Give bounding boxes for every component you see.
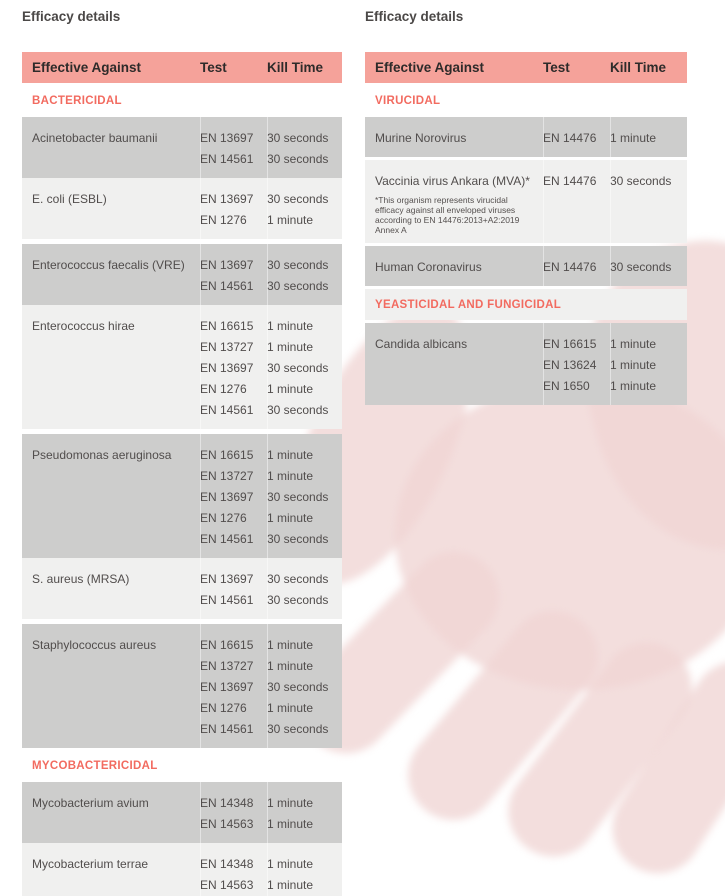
test-standard: EN 16615: [200, 319, 254, 333]
table-row: [22, 843, 342, 896]
organism-cell: [22, 255, 200, 297]
tests-cell: [200, 255, 342, 297]
test-line: [200, 276, 342, 297]
test-standard: EN 1276: [200, 213, 247, 227]
test-standard: EN 13727: [200, 469, 254, 483]
table-header-row: [22, 52, 342, 83]
test-line: [200, 698, 342, 719]
kill-time: 30 seconds: [267, 572, 329, 586]
kill-time: 30 seconds: [267, 403, 329, 417]
kill-time: 30 seconds: [267, 131, 329, 145]
kill-time: 30 seconds: [610, 260, 672, 274]
test-line: [200, 875, 342, 896]
table-row: [22, 782, 342, 843]
test-standard: EN 13697: [200, 192, 254, 206]
kill-time: 30 seconds: [267, 279, 329, 293]
organism-cell: [22, 189, 200, 231]
organism-cell: [365, 334, 543, 397]
tests-cell: [543, 334, 687, 397]
table-row: [22, 624, 342, 748]
table-title: Efficacy details: [365, 9, 464, 24]
test-line: [200, 569, 342, 590]
table-row: [365, 160, 687, 243]
test-standard: EN 14563: [200, 878, 254, 892]
test-standard: EN 13697: [200, 131, 254, 145]
table-row: [22, 434, 342, 558]
organism-cell: [365, 128, 543, 149]
organism-name: Vaccinia virus Ankara (MVA)*: [375, 174, 530, 188]
test-line: [200, 854, 342, 875]
test-standard: EN 14348: [200, 796, 254, 810]
tests-cell: [200, 128, 342, 170]
organism-cell: [22, 793, 200, 835]
test-standard: EN 13697: [200, 572, 254, 586]
test-line: [200, 529, 342, 550]
organism-cell: [22, 445, 200, 550]
test-line: [200, 508, 342, 529]
organism-cell: [365, 257, 543, 278]
organism-cell: [22, 316, 200, 421]
test-standard: EN 14561: [200, 403, 254, 417]
kill-time: 30 seconds: [267, 258, 329, 272]
section-label: BACTERICIDAL: [32, 95, 122, 107]
kill-time: 30 seconds: [267, 192, 329, 206]
organism-name: Mycobacterium terrae: [32, 857, 149, 871]
test-line: [200, 677, 342, 698]
test-line: [200, 128, 342, 149]
test-standard: EN 13727: [200, 659, 254, 673]
tests-cell: [543, 128, 687, 149]
organism-name: Candida albicans: [375, 337, 468, 351]
table-row: [22, 178, 342, 239]
test-line: [200, 358, 342, 379]
test-line: [200, 719, 342, 740]
kill-time: 1 minute: [267, 340, 314, 354]
test-line: [543, 171, 687, 192]
organism-cell: [365, 171, 543, 235]
test-line: [200, 149, 342, 170]
test-standard: EN 1276: [200, 701, 247, 715]
test-standard: EN 13697: [200, 258, 254, 272]
organism-name: Murine Norovirus: [375, 131, 467, 145]
kill-time: 1 minute: [267, 319, 314, 333]
kill-time: 30 seconds: [267, 361, 329, 375]
kill-time: 1 minute: [267, 796, 314, 810]
test-line: [200, 445, 342, 466]
test-line: [200, 793, 342, 814]
kill-time: 1 minute: [267, 469, 314, 483]
test-standard: EN 1276: [200, 511, 247, 525]
kill-time: 1 minute: [267, 382, 314, 396]
column-header-kill-time: Kill Time: [610, 60, 667, 75]
test-line: [200, 487, 342, 508]
kill-time: 30 seconds: [267, 722, 329, 736]
kill-time: 1 minute: [610, 131, 657, 145]
section-label: VIRUCIDAL: [375, 95, 441, 107]
organism-name: E. coli (ESBL): [32, 192, 107, 206]
test-line: [200, 814, 342, 835]
kill-time: 1 minute: [267, 817, 314, 831]
column-header-effective-against: Effective Against: [375, 60, 485, 75]
kill-time: 1 minute: [610, 379, 657, 393]
organism-cell: [22, 635, 200, 740]
test-line: [200, 400, 342, 421]
kill-time: 1 minute: [267, 857, 314, 871]
organism-name: S. aureus (MRSA): [32, 572, 130, 586]
organism-footnote: *This organism represents virucidal efficacy against all enveloped viruses according to EN 14476:2013+A2:2019 Annex A: [375, 195, 520, 235]
test-standard: EN 14476: [543, 174, 597, 188]
column-header-effective-against: Effective Against: [32, 60, 142, 75]
efficacy-table: [365, 9, 687, 896]
kill-time: 30 seconds: [267, 532, 329, 546]
organism-name: Enterococcus hirae: [32, 319, 135, 333]
tests-cell: [543, 257, 687, 278]
kill-time: 1 minute: [267, 213, 314, 227]
efficacy-table: [22, 9, 342, 896]
section-label: MYCOBACTERICIDAL: [32, 760, 158, 772]
test-standard: EN 14476: [543, 260, 597, 274]
tests-cell: [200, 854, 342, 896]
test-standard: EN 14561: [200, 532, 254, 546]
test-standard: EN 16615: [200, 638, 254, 652]
test-standard: EN 13624: [543, 358, 597, 372]
kill-time: 30 seconds: [267, 152, 329, 166]
test-line: [200, 466, 342, 487]
kill-time: 1 minute: [267, 638, 314, 652]
kill-time: 30 seconds: [267, 490, 329, 504]
tests-cell: [200, 793, 342, 835]
test-line: [200, 590, 342, 611]
test-line: [543, 334, 687, 355]
kill-time: 1 minute: [267, 511, 314, 525]
column-header-test: Test: [543, 60, 570, 75]
organism-name: Enterococcus faecalis (VRE): [32, 258, 185, 272]
test-line: [200, 316, 342, 337]
table-row: [365, 117, 687, 157]
test-line: [543, 376, 687, 397]
test-line: [200, 635, 342, 656]
kill-time: 1 minute: [267, 448, 314, 462]
organism-name: Mycobacterium avium: [32, 796, 149, 810]
test-line: [200, 255, 342, 276]
test-standard: EN 14476: [543, 131, 597, 145]
test-standard: EN 14348: [200, 857, 254, 871]
test-standard: EN 14561: [200, 279, 254, 293]
test-standard: EN 13727: [200, 340, 254, 354]
organism-cell: [22, 854, 200, 896]
kill-time: 1 minute: [267, 659, 314, 673]
organism-name: Staphylococcus aureus: [32, 638, 157, 652]
test-line: [200, 379, 342, 400]
table-row: [22, 305, 342, 429]
organism-name: Acinetobacter baumanii: [32, 131, 158, 145]
test-line: [543, 128, 687, 149]
test-line: [543, 257, 687, 278]
kill-time: 30 seconds: [267, 593, 329, 607]
column-header-test: Test: [200, 60, 227, 75]
table-row: [365, 323, 687, 405]
organism-name: Pseudomonas aeruginosa: [32, 448, 172, 462]
test-standard: EN 13697: [200, 680, 254, 694]
table-row: [22, 558, 342, 619]
organism-name: Human Coronavirus: [375, 260, 482, 274]
test-standard: EN 13697: [200, 361, 254, 375]
table-row: [22, 117, 342, 178]
test-standard: EN 14561: [200, 593, 254, 607]
test-line: [200, 189, 342, 210]
test-standard: EN 1650: [543, 379, 590, 393]
test-standard: EN 1276: [200, 382, 247, 396]
test-line: [200, 210, 342, 231]
column-header-kill-time: Kill Time: [267, 60, 324, 75]
kill-time: 30 seconds: [267, 680, 329, 694]
table-header-row: [365, 52, 687, 83]
test-standard: EN 16615: [200, 448, 254, 462]
test-standard: EN 13697: [200, 490, 254, 504]
kill-time: 1 minute: [610, 358, 657, 372]
test-standard: EN 14561: [200, 152, 254, 166]
test-standard: EN 14561: [200, 722, 254, 736]
test-standard: EN 16615: [543, 337, 597, 351]
table-row: [365, 246, 687, 286]
tests-cell: [200, 316, 342, 421]
kill-time: 30 seconds: [610, 174, 672, 188]
tests-cell: [200, 569, 342, 611]
test-line: [200, 656, 342, 677]
table-row: [22, 244, 342, 305]
test-line: [200, 337, 342, 358]
organism-cell: [22, 128, 200, 170]
test-line: [543, 355, 687, 376]
section-label: YEASTICIDAL AND FUNGICIDAL: [365, 289, 687, 320]
tests-cell: [200, 445, 342, 550]
kill-time: 1 minute: [267, 701, 314, 715]
tests-cell: [200, 189, 342, 231]
tests-cell: [543, 171, 687, 235]
test-standard: EN 14563: [200, 817, 254, 831]
kill-time: 1 minute: [610, 337, 657, 351]
table-title: Efficacy details: [22, 9, 121, 24]
kill-time: 1 minute: [267, 878, 314, 892]
organism-cell: [22, 569, 200, 611]
tests-cell: [200, 635, 342, 740]
